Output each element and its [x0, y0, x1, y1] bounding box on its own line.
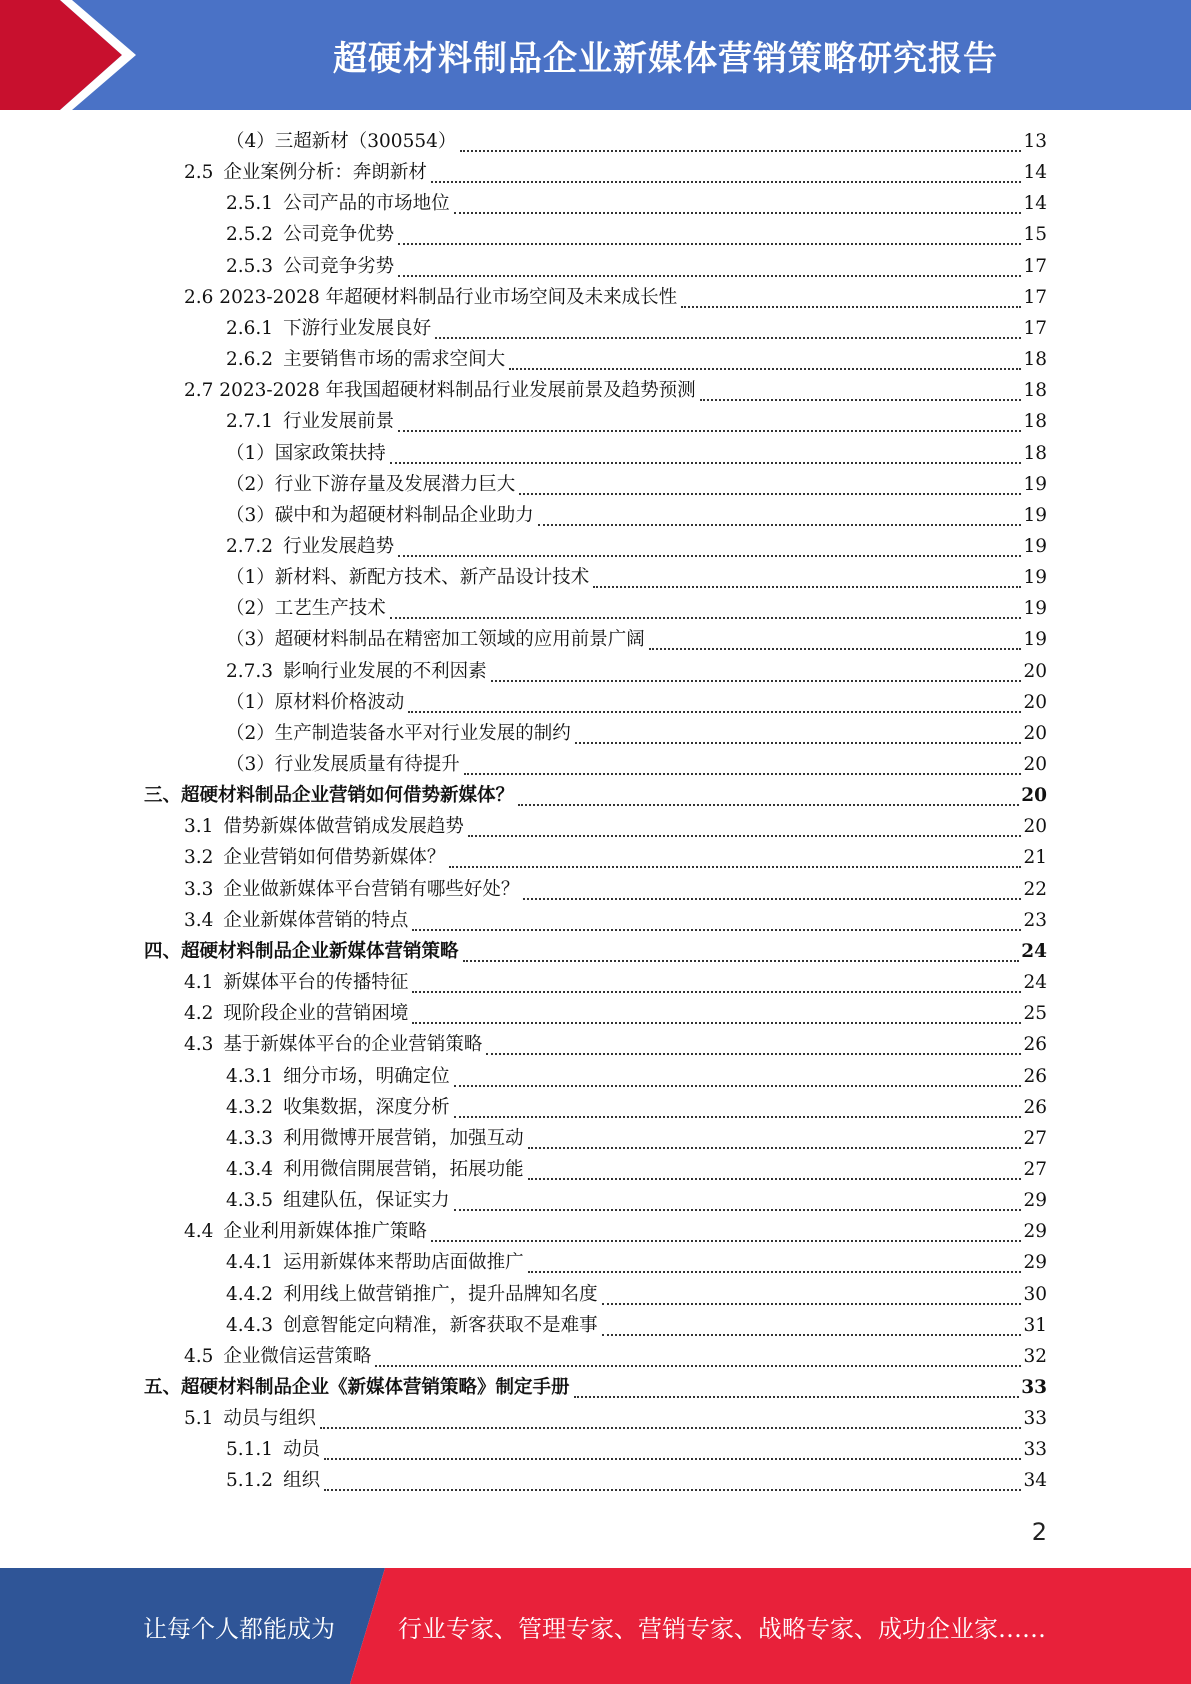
toc-entry-title: 企业微信运营策略	[223, 1345, 372, 1367]
toc-entry[interactable]	[226, 563, 1047, 594]
toc-entry-number: 2.6.1	[226, 317, 274, 339]
toc-entry-page: 26	[1023, 1034, 1047, 1056]
toc-dot-leader	[602, 1303, 1022, 1305]
toc-entry-page: 29	[1023, 1221, 1047, 1243]
toc-entry[interactable]	[184, 1342, 1047, 1373]
toc-entry[interactable]	[144, 781, 1047, 812]
toc-entry[interactable]	[226, 439, 1047, 470]
toc-dot-leader	[375, 1365, 1021, 1367]
toc-entry[interactable]	[184, 875, 1047, 906]
toc-entry-title: 企业做新媒体平台营销有哪些好处？	[223, 878, 520, 900]
toc-dot-leader	[593, 586, 1021, 588]
toc-entry-title: 利用微博开展营销，加强互动	[283, 1127, 524, 1149]
toc-entry[interactable]	[226, 220, 1047, 251]
toc-entry[interactable]	[184, 999, 1047, 1030]
toc-dot-leader	[528, 1178, 1022, 1180]
toc-entry-number: 4.3.5	[226, 1190, 274, 1212]
toc-entry-number: 4.4.1	[226, 1252, 274, 1274]
toc-dot-leader	[454, 1116, 1022, 1118]
toc-entry-page: 13	[1023, 131, 1047, 152]
toc-entry[interactable]	[184, 376, 1047, 407]
toc-dot-leader	[324, 1458, 1021, 1460]
toc-dot-leader	[575, 742, 1022, 744]
toc-entry-page: 23	[1023, 909, 1047, 931]
toc-entry[interactable]	[226, 1280, 1047, 1311]
toc-entry-title: 2.7 2023-2028 年我国超硬材料制品行业发展前景及趋势预测	[184, 380, 696, 402]
toc-dot-leader	[398, 430, 1021, 432]
toc-dot-leader	[449, 866, 1021, 868]
toc-entry-page: 27	[1023, 1158, 1047, 1180]
toc-entry-title: 动员与组织	[223, 1408, 316, 1430]
toc-entry-page: 15	[1023, 224, 1047, 246]
header-arrow-decoration	[0, 0, 150, 110]
toc-entry-title: 创意智能定向精准，新客获取不是难事	[283, 1314, 598, 1336]
toc-entry-title: （1）国家政策扶持	[226, 442, 386, 464]
toc-entry-page: 20	[1021, 785, 1047, 807]
toc-entry[interactable]	[226, 1062, 1047, 1093]
toc-entry-page: 33	[1021, 1377, 1047, 1398]
toc-entry-page: 27	[1023, 1127, 1047, 1149]
toc-entry-page: 30	[1023, 1283, 1047, 1305]
toc-entry-page: 20	[1023, 722, 1047, 744]
toc-entry[interactable]	[226, 501, 1047, 532]
toc-entry-page: 33	[1023, 1439, 1047, 1461]
toc-entry-number: 2.7.1	[226, 411, 274, 433]
toc-dot-leader	[509, 368, 1021, 370]
toc-entry-number: 2.5.3	[226, 255, 274, 277]
toc-entry-page: 18	[1023, 442, 1047, 464]
toc-entry-page: 18	[1023, 349, 1047, 371]
toc-entry-page: 19	[1023, 473, 1047, 495]
toc-entry-number: 3.1	[184, 816, 214, 838]
toc-entry-page: 17	[1023, 255, 1047, 277]
toc-entry-title: 细分市场，明确定位	[283, 1065, 450, 1087]
toc-entry-title: 组织	[283, 1470, 321, 1492]
toc-entry-number: 5.1.1	[226, 1439, 274, 1461]
toc-dot-leader	[390, 617, 1022, 619]
toc-entry-number: 3.3	[184, 878, 214, 900]
toc-dot-leader	[519, 493, 1021, 495]
toc-entry[interactable]	[184, 158, 1047, 189]
toc-entry-page: 18	[1023, 380, 1047, 402]
toc-entry-page: 17	[1023, 286, 1047, 308]
toc-entry-page: 29	[1023, 1190, 1047, 1212]
toc-dot-leader	[320, 1427, 1022, 1429]
toc-entry-title: （2）工艺生产技术	[226, 598, 386, 620]
toc-entry[interactable]	[226, 407, 1047, 438]
toc-entry-number: 2.7.3	[226, 660, 274, 682]
toc-entry-title: 影响行业发展的不利因素	[283, 660, 487, 682]
toc-entry-number: 2.7.2	[226, 535, 274, 557]
toc-entry-title: 四、超硬材料制品企业新媒体营销策略	[144, 940, 459, 962]
toc-entry[interactable]	[226, 719, 1047, 750]
toc-entry-title: 组建队伍，保证实力	[283, 1190, 450, 1212]
toc-entry-title: （1）原材料价格波动	[226, 691, 405, 713]
toc-entry-page: 19	[1023, 504, 1047, 526]
toc-entry-page: 24	[1023, 972, 1047, 994]
toc-dot-leader	[412, 991, 1021, 993]
toc-entry-title: （1）新材料、新配方技术、新产品设计技术	[226, 567, 590, 589]
toc-entry-title: 行业发展趋势	[283, 535, 395, 557]
toc-entry-title: 运用新媒体来帮助店面做推广	[283, 1252, 524, 1274]
toc-dot-leader	[463, 960, 1020, 962]
toc-dot-leader	[324, 1489, 1021, 1491]
toc-dot-leader	[454, 1085, 1022, 1087]
toc-entry[interactable]	[184, 843, 1047, 874]
toc-entry-number: 5.1.2	[226, 1470, 274, 1492]
toc-entry-page: 25	[1023, 1003, 1047, 1025]
toc-entry-number: 4.3.2	[226, 1096, 274, 1118]
toc-entry-title: 基于新媒体平台的企业营销策略	[223, 1034, 483, 1056]
toc-entry[interactable]	[144, 937, 1047, 968]
toc-dot-leader	[528, 1147, 1022, 1149]
toc-entry-number: 4.3.3	[226, 1127, 274, 1149]
toc-dot-leader	[464, 773, 1022, 775]
toc-entry-page: 19	[1023, 567, 1047, 589]
toc-entry-page: 26	[1023, 1065, 1047, 1087]
toc-dot-leader	[538, 524, 1022, 526]
toc-dot-leader	[518, 804, 1019, 806]
toc-dot-leader	[435, 337, 1021, 339]
toc-entry-title: 主要销售市场的需求空间大	[283, 349, 506, 371]
toc-entry[interactable]	[226, 345, 1047, 376]
toc-dot-leader	[523, 898, 1021, 900]
toc-entry[interactable]	[226, 688, 1047, 719]
toc-entry-page: 19	[1023, 535, 1047, 557]
toc-entry-number: 2.6.2	[226, 349, 274, 371]
toc-entry-title: 企业案例分析：奔朗新材	[223, 162, 427, 184]
toc-entry-title: 现阶段企业的营销困境	[223, 1003, 409, 1025]
page-number: 2	[1031, 1518, 1047, 1546]
toc-entry-page: 14	[1023, 193, 1047, 215]
toc-entry-title: （2）行业下游存量及发展潜力巨大	[226, 473, 516, 495]
header-bar	[0, 0, 1191, 110]
toc-entry-number: 2.5	[184, 162, 214, 184]
toc-entry-page: 29	[1023, 1252, 1047, 1274]
toc-entry-title: （4）三超新材（300554）	[226, 131, 457, 152]
toc-entry[interactable]	[184, 283, 1047, 314]
toc-entry-page: 19	[1023, 598, 1047, 620]
toc-dot-leader	[412, 929, 1021, 931]
toc-entry-page: 24	[1021, 940, 1047, 962]
toc-entry-page: 19	[1023, 629, 1047, 651]
toc-entry-title: 新媒体平台的传播特征	[223, 972, 409, 994]
toc-entry-title: 利用微信開展营销，拓展功能	[283, 1158, 524, 1180]
toc-dot-leader	[390, 462, 1022, 464]
toc-entry-page: 18	[1023, 411, 1047, 433]
toc-dot-leader	[700, 399, 1022, 401]
toc-entry[interactable]	[226, 750, 1047, 781]
toc-entry-title: 2.6 2023-2028 年超硬材料制品行业市场空间及未来成长性	[184, 286, 678, 308]
toc-entry[interactable]	[226, 1466, 1047, 1497]
toc-dot-leader	[528, 1271, 1022, 1273]
toc-entry[interactable]	[226, 1435, 1047, 1466]
toc-entry-number: 4.3	[184, 1034, 214, 1056]
toc-entry[interactable]	[184, 1404, 1047, 1435]
report-title: 超硬材料制品企业新媒体营销策略研究报告	[333, 38, 998, 79]
toc-dot-leader	[398, 243, 1021, 245]
footer-banner	[0, 1568, 1191, 1684]
toc-entry-page: 34	[1023, 1470, 1047, 1492]
toc-dot-leader	[602, 1334, 1022, 1336]
footer-slogan-right: 行业专家、管理专家、营销专家、战略专家、成功企业家……	[398, 1614, 1046, 1643]
toc-entry[interactable]	[226, 127, 1047, 158]
toc-entry-number: 5.1	[184, 1408, 214, 1430]
toc-entry-title: 企业利用新媒体推广策略	[223, 1221, 427, 1243]
toc-entry[interactable]	[226, 594, 1047, 625]
toc-entry-number: 3.4	[184, 909, 214, 931]
toc-entry[interactable]	[226, 625, 1047, 656]
toc-entry-title: 借势新媒体做营销成发展趋势	[223, 816, 464, 838]
toc-entry[interactable]	[226, 1124, 1047, 1155]
toc-entry-number: 4.3.1	[226, 1065, 274, 1087]
toc-entry-number: 4.1	[184, 972, 214, 994]
toc-entry-number: 4.4.3	[226, 1314, 274, 1336]
toc-entry-title: 企业新媒体营销的特点	[223, 909, 409, 931]
toc-entry-number: 4.4	[184, 1221, 214, 1243]
toc-dot-leader	[408, 711, 1021, 713]
toc-entry-page: 22	[1023, 878, 1047, 900]
toc-entry[interactable]	[226, 1186, 1047, 1217]
toc-dot-leader	[574, 1396, 1020, 1398]
toc-entry-title: 动员	[283, 1439, 321, 1461]
toc-entry[interactable]	[226, 1155, 1047, 1186]
toc-entry-title: （2）生产制造装备水平对行业发展的制约	[226, 722, 571, 744]
toc-entry[interactable]	[184, 968, 1047, 999]
toc-entry[interactable]	[226, 532, 1047, 563]
toc-entry[interactable]	[184, 1217, 1047, 1248]
toc-entry[interactable]	[184, 1030, 1047, 1061]
toc-entry-page: 20	[1023, 691, 1047, 713]
toc-entry[interactable]	[184, 906, 1047, 937]
toc-entry-page: 33	[1023, 1408, 1047, 1430]
toc-dot-leader	[431, 181, 1022, 183]
toc-entry-page: 31	[1023, 1314, 1047, 1336]
toc-entry-title: 公司竞争优势	[283, 224, 395, 246]
toc-dot-leader	[431, 1240, 1022, 1242]
toc-entry-title: 三、超硬材料制品企业营销如何借势新媒体？	[144, 785, 515, 807]
toc-dot-leader	[681, 306, 1021, 308]
toc-entry-title: 公司竞争劣势	[283, 255, 395, 277]
toc-entry-number: 3.2	[184, 847, 214, 869]
toc-dot-leader	[486, 1053, 1021, 1055]
toc-dot-leader	[491, 680, 1022, 682]
toc-dot-leader	[460, 150, 1021, 152]
toc-entry-page: 21	[1023, 847, 1047, 869]
toc-entry-page: 32	[1023, 1345, 1047, 1367]
toc-entry-title: 公司产品的市场地位	[283, 193, 450, 215]
toc-dot-leader	[398, 555, 1021, 557]
toc-entry-page: 26	[1023, 1096, 1047, 1118]
toc-entry-number: 4.2	[184, 1003, 214, 1025]
toc-entry-page: 20	[1023, 754, 1047, 775]
toc-entry-number: 4.3.4	[226, 1158, 274, 1180]
toc-entry-number: 4.4.2	[226, 1283, 274, 1305]
toc-entry-page: 17	[1023, 317, 1047, 339]
toc-entry-page: 20	[1023, 816, 1047, 838]
toc-entry[interactable]	[226, 189, 1047, 220]
toc-entry-title: 利用线上做营销推广，提升品牌知名度	[283, 1283, 598, 1305]
toc-entry-title: 下游行业发展良好	[283, 317, 432, 339]
toc-entry[interactable]	[226, 252, 1047, 283]
toc-dot-leader	[468, 835, 1022, 837]
toc-entry-title: 企业营销如何借势新媒体？	[223, 847, 446, 869]
toc-entry-title: （3）超硬材料制品在精密加工领域的应用前景广阔	[226, 629, 645, 651]
toc-entry[interactable]	[144, 1373, 1047, 1404]
toc-dot-leader	[649, 648, 1022, 650]
toc-entry[interactable]	[184, 812, 1047, 843]
toc-entry[interactable]	[226, 470, 1047, 501]
toc-entry-page: 20	[1023, 660, 1047, 682]
toc-entry[interactable]	[226, 1248, 1047, 1279]
toc-dot-leader	[412, 1022, 1021, 1024]
toc-entry[interactable]	[226, 657, 1047, 688]
toc-dot-leader	[454, 1209, 1022, 1211]
toc-entry-number: 2.5.1	[226, 193, 274, 215]
toc-entry-title: 五、超硬材料制品企业《新媒体营销策略》制定手册	[144, 1377, 570, 1398]
toc-entry-number: 4.5	[184, 1345, 214, 1367]
toc-dot-leader	[454, 212, 1022, 214]
toc-entry-title: （3）碳中和为超硬材料制品企业助力	[226, 504, 534, 526]
toc-entry-title: （3）行业发展质量有待提升	[226, 754, 460, 775]
footer-slogan-left: 让每个人都能成为	[143, 1614, 335, 1643]
toc-entry-title: 行业发展前景	[283, 411, 395, 433]
toc-entry-page: 14	[1023, 162, 1047, 184]
toc-entry[interactable]	[226, 314, 1047, 345]
toc-dot-leader	[398, 275, 1021, 277]
toc-entry-number: 2.5.2	[226, 224, 274, 246]
toc-entry-title: 收集数据，深度分析	[283, 1096, 450, 1118]
toc-entry[interactable]	[226, 1093, 1047, 1124]
toc-entry[interactable]	[226, 1311, 1047, 1342]
